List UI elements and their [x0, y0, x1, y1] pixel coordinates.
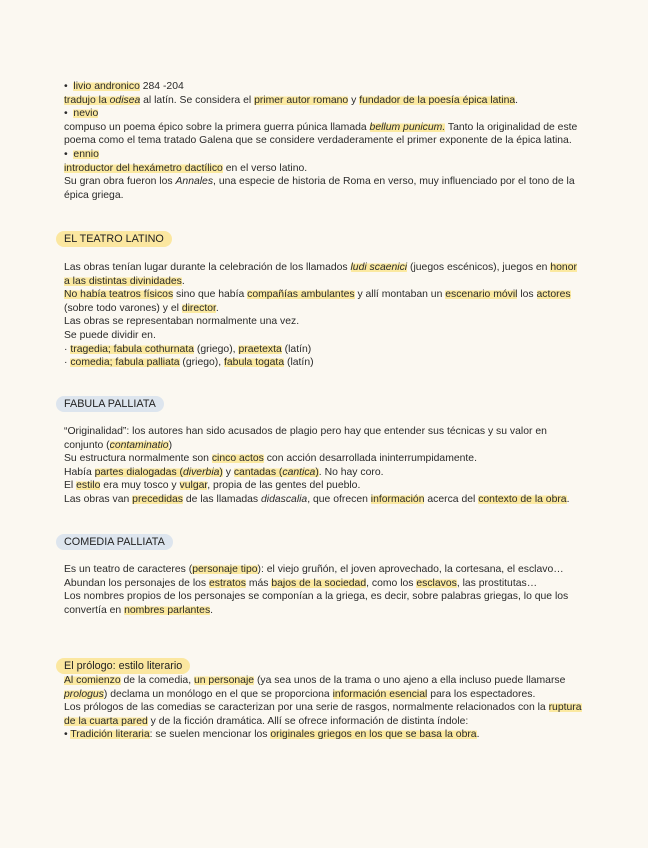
ennio-annales: Su gran obra fueron los Annales, una especie de historia de Roma en verso, muy influenciado por el tono de la épica griega.	[64, 176, 575, 201]
intro-section	[64, 80, 584, 202]
comedia-paragraph-2: Abundan los personajes de los estratos más bajos de la sociedad, como los esclavos, las prostitutas…	[64, 577, 538, 589]
nevio-description: compuso un poema épico sobre la primera guerra púnica llamada bellum punicum. Tanto la originalidad de este poema como el tema tratado Galena que se considere verdaderamente el primer exponente de la épica latina.	[64, 121, 578, 147]
teatro-item-comedia: · comedia; fabula palliata (griego), fabula togata (latín)	[64, 357, 314, 369]
teatro-item-tragedia: · tragedia; fabula cothurnata (griego), praetexta (latín)	[64, 343, 312, 355]
comedia-paragraph-1: Es un teatro de caracteres (personaje tipo): el viejo gruñón, el joven aprovechado, la cortesana, el esclavo…	[64, 564, 564, 575]
ennio-description: introductor del hexámetro dactílico en el verso latino.	[64, 162, 308, 174]
bullet-ennio: • ennio	[64, 148, 99, 160]
ennio-label: ennio	[73, 148, 99, 160]
fabula-paragraph-5: Las obras van precedidas de las llamadas didascalia, que ofrecen información acerca del contexto de la obra.	[64, 493, 570, 505]
nevio-label: nevio	[73, 108, 99, 120]
fabula-paragraph-2: Su estructura normalmente son cinco actos con acción desarrollada ininterrumpidamente.	[64, 453, 477, 465]
livio-label: livio andronico	[73, 81, 140, 92]
teatro-paragraph-1: Las obras tenían lugar durante la celebración de los llamados ludi scaenici (juegos escénicos), juegos en honor a las distintas divinidades.	[64, 262, 577, 287]
teatro-paragraph-2: No había teatros físicos sino que había compañías ambulantes y allí montaban un escenario móvil los actores (sobre todo varones) y el director.	[64, 289, 571, 314]
prologo-paragraph-1: Al comienzo de la comedia, un personaje (ya sea unos de la trama o uno ajeno a ella incluso puede llamarse prologus) declama un monólogo en el que se proporciona información esencial para los espectadores.	[64, 675, 566, 700]
fabula-paragraph-3: Había partes dialogadas (diverbia) y cantadas (cantica). No hay coro.	[64, 466, 384, 478]
fabula-paragraph-4: El estilo era muy tosco y vulgar, propia de las gentes del pueblo.	[64, 480, 361, 492]
fabula-section	[64, 425, 584, 507]
teatro-paragraph-4: Se puede dividir en.	[64, 329, 156, 341]
bullet-livio: • livio andronico 284 -204	[64, 81, 184, 92]
prologo-item-tradicion: • Tradición literaria: se suelen mencionar los originales griegos en los que se basa la obra.	[64, 729, 480, 741]
heading-fabula-palliata: FABULA PALLIATA	[56, 396, 164, 412]
livio-description: tradujo la odisea al latín. Se considera el primer autor romano y fundador de la poesía épica latina.	[64, 94, 519, 106]
bullet-nevio: • nevio	[64, 108, 99, 120]
teatro-section	[64, 261, 584, 370]
comedia-paragraph-3: Los nombres propios de los personajes se componían a la griega, es decir, sobre palabras griegas, lo que los convertía en nombres parlantes.	[64, 591, 569, 616]
prologo-section	[64, 674, 584, 742]
comedia-section	[64, 563, 584, 617]
heading-prologo: El prólogo: estilo literario	[56, 658, 190, 674]
prologo-paragraph-2: Los prólogos de las comedias se caracterizan por una serie de rasgos, normalmente relacionados con la ruptura de la cuarta pared y de la ficción dramática. Allí se ofrece información de distinta índole:	[64, 702, 582, 727]
teatro-paragraph-3: Las obras se representaban normalmente una vez.	[64, 316, 300, 328]
heading-comedia-palliata: COMEDIA PALLIATA	[56, 534, 173, 550]
fabula-paragraph-1: “Originalidad”: los autores han sido acusados de plagio pero hay que entender sus técnicas y su valor en conjunto (contaminatio)	[64, 426, 547, 451]
heading-teatro-latino: EL TEATRO LATINO	[56, 231, 172, 247]
